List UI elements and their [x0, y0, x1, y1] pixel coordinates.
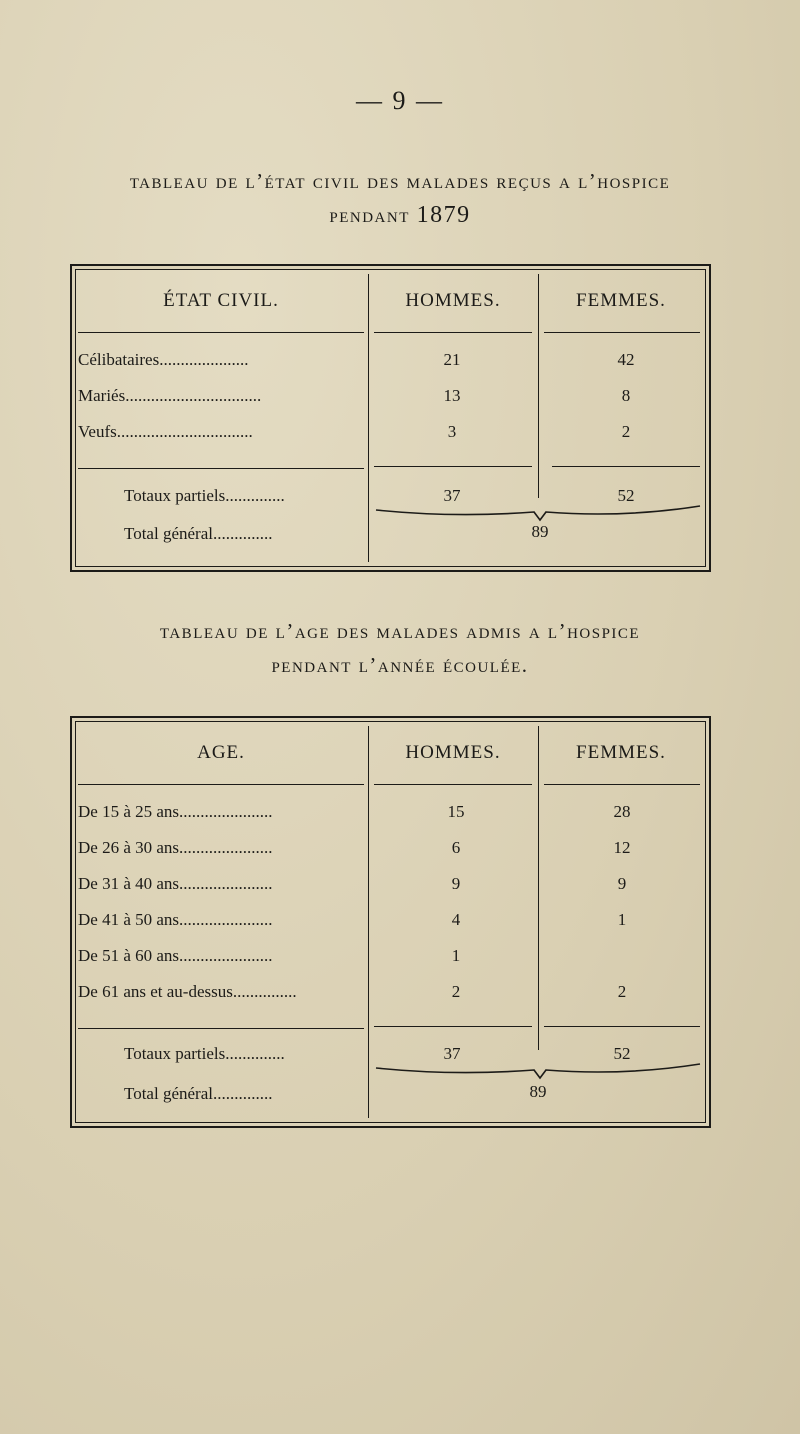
row-label: De 61 ans et au-dessus............... — [78, 982, 297, 1001]
totals-rule-3 — [544, 1026, 700, 1027]
row-hommes: 6 — [451, 838, 461, 857]
totaux-femmes: 52 — [617, 486, 635, 505]
table1-title-line1: tableau de l’état civil des malades reçus a l’hospice — [129, 169, 671, 193]
header-rule-2 — [374, 784, 532, 785]
total-general-label: Total général.............. — [124, 524, 273, 543]
header-femmes: FEMMES. — [576, 290, 666, 311]
row-femmes: 42 — [617, 350, 635, 369]
row-femmes: 8 — [621, 386, 631, 405]
col-divider-1 — [368, 274, 369, 562]
col-divider-2 — [538, 274, 539, 498]
header-rule-3 — [544, 784, 700, 785]
row-label: Célibataires..................... — [78, 350, 249, 369]
row-hommes: 4 — [451, 910, 461, 929]
row-femmes: 12 — [613, 838, 631, 857]
total-general-label: Total général.............. — [124, 1084, 273, 1103]
total-brace — [374, 1062, 704, 1082]
total-brace — [374, 504, 704, 524]
totaux-hommes: 37 — [443, 1044, 461, 1063]
col-divider-2 — [538, 726, 539, 1050]
totaux-femmes: 52 — [613, 1044, 631, 1063]
row-femmes: 2 — [621, 422, 631, 441]
totaux-hommes: 37 — [443, 486, 461, 505]
row-label: De 51 à 60 ans...................... — [78, 946, 273, 965]
table1-title-line2 — [0, 198, 800, 232]
col-divider-1 — [368, 726, 369, 1118]
table2-title — [0, 614, 800, 682]
header-hommes: HOMMES. — [405, 290, 501, 311]
table1-title — [0, 164, 800, 232]
table-age — [70, 716, 711, 1128]
totals-rule-2 — [374, 1026, 532, 1027]
header-rule-1 — [78, 784, 364, 785]
row-femmes: 9 — [617, 874, 627, 893]
table2-title-line2: pendant l’année écoulée. — [271, 653, 529, 677]
totaux-partiels-label: Totaux partiels.............. — [124, 1044, 285, 1063]
header-rule-3 — [544, 332, 700, 333]
row-femmes: 2 — [617, 982, 627, 1001]
header-age: AGE. — [197, 742, 245, 763]
page-number: — 9 — — [356, 86, 444, 115]
row-label: Veufs................................ — [78, 422, 253, 441]
row-hommes: 9 — [451, 874, 461, 893]
row-label: De 31 à 40 ans...................... — [78, 874, 273, 893]
row-femmes: 28 — [613, 802, 631, 821]
table1-title-year: 1879 — [416, 202, 471, 228]
totaux-partiels-label: Totaux partiels.............. — [124, 486, 285, 505]
row-hommes: 15 — [447, 802, 465, 821]
table1-title-pendant: pendant — [329, 203, 410, 227]
total-general-value: 89 — [531, 522, 549, 541]
row-hommes: 3 — [447, 422, 457, 441]
row-hommes: 13 — [443, 386, 461, 405]
table2-title-line1: tableau de l’age des malades admis a l’hospice — [159, 619, 641, 643]
row-hommes: 1 — [451, 946, 461, 965]
row-label: De 26 à 30 ans...................... — [78, 838, 273, 857]
totals-rule-2 — [374, 466, 532, 467]
header-hommes: HOMMES. — [405, 742, 501, 763]
row-label: De 15 à 25 ans...................... — [78, 802, 273, 821]
total-general-value: 89 — [529, 1082, 547, 1101]
header-rule-2 — [374, 332, 532, 333]
row-femmes: 1 — [617, 910, 627, 929]
totals-rule-3 — [552, 466, 700, 467]
totals-rule-1 — [78, 1028, 364, 1029]
row-label: De 41 à 50 ans...................... — [78, 910, 273, 929]
totals-rule-1 — [78, 468, 364, 469]
table-etat-civil — [70, 264, 711, 572]
header-femmes: FEMMES. — [576, 742, 666, 763]
header-rule-1 — [78, 332, 364, 333]
row-hommes: 2 — [451, 982, 461, 1001]
row-label: Mariés................................ — [78, 386, 262, 405]
header-etat-civil: ÉTAT CIVIL. — [163, 290, 279, 311]
row-hommes: 21 — [443, 350, 461, 369]
